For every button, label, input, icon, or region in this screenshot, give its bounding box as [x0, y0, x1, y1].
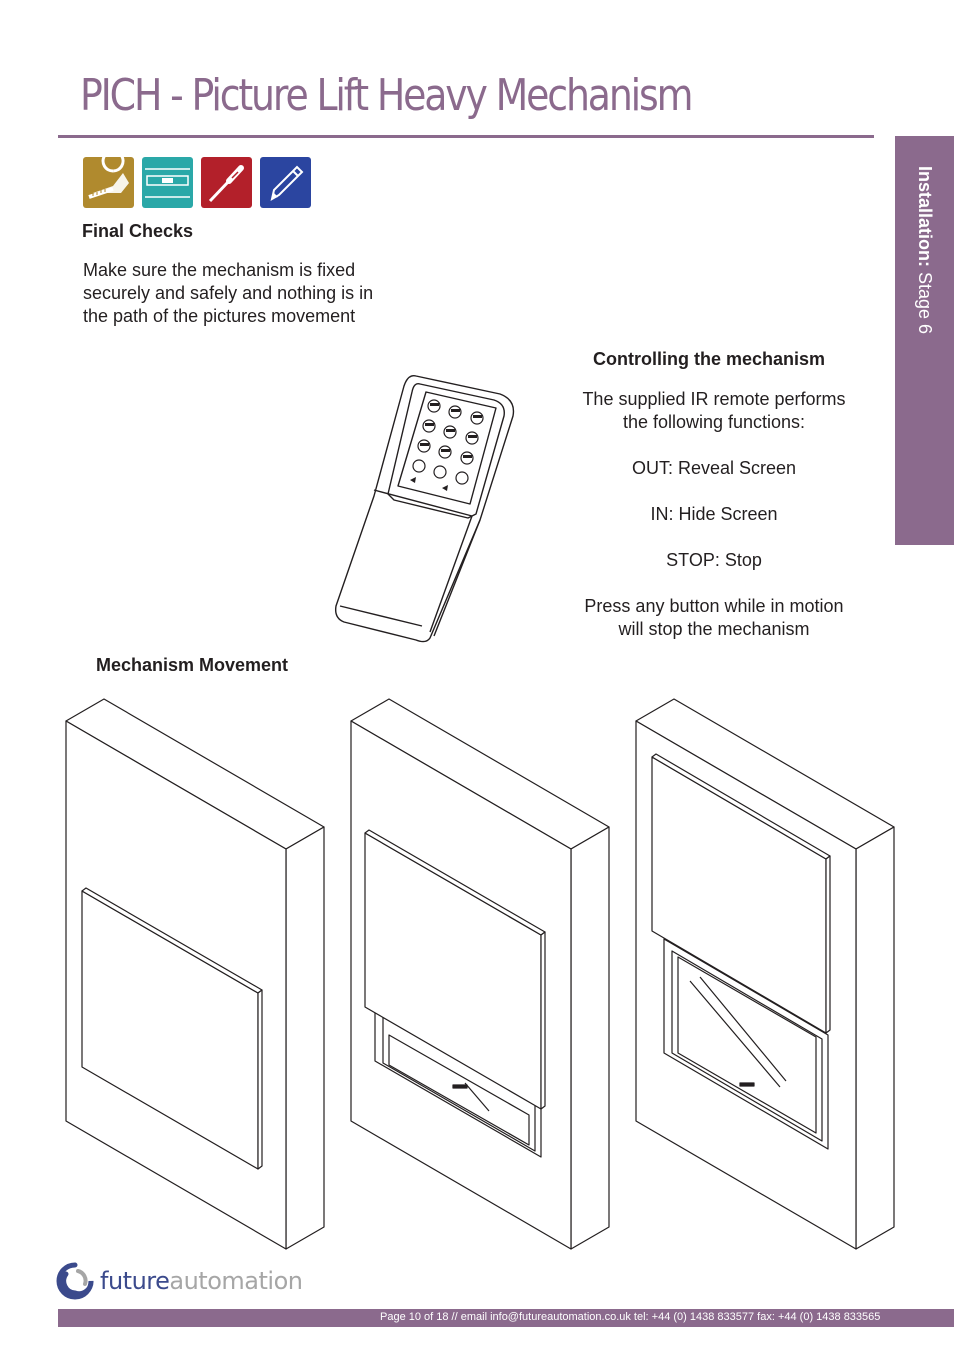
logo-wordmark: futureautomation	[100, 1267, 303, 1295]
page-title: PICH - Picture Lift Heavy Mechanism	[80, 70, 692, 121]
movement-diagram-open	[630, 695, 900, 1255]
final-checks-text: Make sure the mechanism is fixed securely and safely and nothing is in the path of the pictures movement	[83, 260, 374, 326]
remote-control-illustration	[330, 370, 520, 645]
section-tab	[895, 136, 954, 545]
tool-icons	[83, 157, 311, 208]
pencil-icon	[260, 157, 311, 208]
tape-measure-icon	[83, 157, 134, 208]
section-tab-label: Installation: Stage 6	[915, 166, 935, 335]
controlling-note: Press any button while in motion will stop the mechanism	[584, 596, 844, 639]
final-checks-heading: Final Checks	[82, 221, 194, 241]
mechanism-movement-heading: Mechanism Movement	[96, 655, 289, 675]
movement-diagram-closed	[60, 695, 330, 1255]
swirl-logo-icon	[56, 1262, 94, 1300]
controlling-intro: The supplied IR remote performs the following functions:	[582, 389, 846, 432]
function-in: IN: Hide Screen	[650, 504, 778, 524]
controlling-heading: Controlling the mechanism	[593, 349, 826, 369]
function-stop: STOP: Stop	[666, 550, 762, 570]
function-out: OUT: Reveal Screen	[631, 458, 797, 478]
company-logo	[56, 1262, 302, 1300]
title-divider	[58, 135, 874, 138]
footer-contact-text: Page 10 of 18 // email info@futureautomation.co.uk tel: +44 (0) 1438 833577 fax: +44 (0) 1438 833565	[380, 1311, 881, 1323]
movement-diagram-half-open	[345, 695, 615, 1255]
spirit-level-icon	[142, 157, 193, 208]
screwdriver-icon	[201, 157, 252, 208]
